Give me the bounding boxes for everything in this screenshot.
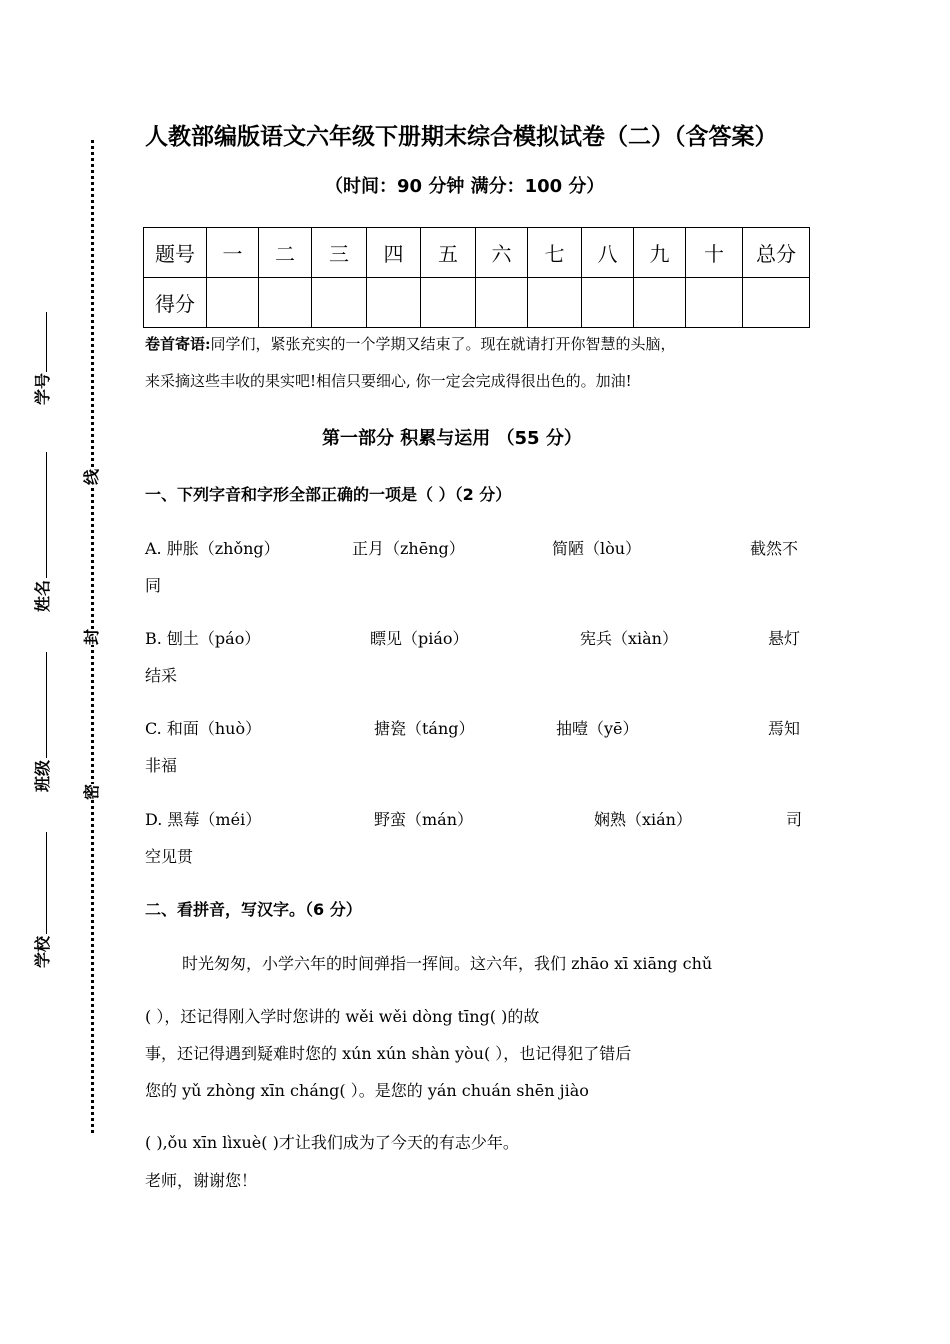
pinyin-line-6: 老师，谢谢您！ (145, 1171, 258, 1190)
score-input-cell[interactable] (367, 278, 421, 328)
score-input-cell[interactable] (686, 278, 743, 328)
option-b-word-2: 瞟见（piáo） (370, 629, 469, 648)
option-c-word-2: 搪瓷（táng） (374, 719, 475, 738)
section-title: 第一部分 积累与运用 （55 分） (322, 428, 582, 449)
score-input-cell[interactable] (582, 278, 634, 328)
seal-char-mi: 密 (82, 783, 102, 801)
option-b[interactable]: B. 刨土（páo） (145, 629, 261, 648)
pinyin-line-1: 时光匆匆，小学六年的时间弹指一挥间。这六年，我们 zhāo xī xiāng chǔ (182, 954, 713, 973)
name-label: 姓名 (33, 579, 52, 612)
option-b-word-4: 悬灯 (768, 629, 801, 648)
table-cell: 五 (421, 228, 476, 278)
pinyin-line-2[interactable]: ( ），还记得刚入学时您讲的 wěi wěi dòng tīng( )的故 (145, 1007, 540, 1026)
seal-char-feng: 封 (82, 628, 102, 646)
message-label: 卷首寄语: (145, 335, 211, 353)
message-line-2: 来采摘这些丰收的果实吧!相信只要细心, 你一定会完成得很出色的。加油! (145, 372, 632, 390)
score-input-cell[interactable] (312, 278, 367, 328)
table-cell: 题号 (144, 228, 207, 278)
table-cell: 七 (528, 228, 582, 278)
name-field[interactable] (46, 452, 48, 578)
pinyin-line-3[interactable]: 事，还记得遇到疑难时您的 xún xún shàn yòu( ），也记得犯了错后 (145, 1044, 632, 1063)
message-line-1 (145, 333, 676, 354)
score-table-header-row (144, 228, 810, 278)
option-d-word-4: 司 (786, 810, 803, 829)
table-cell: 三 (312, 228, 367, 278)
score-input-cell[interactable] (743, 278, 810, 328)
option-a-wrap: 同 (145, 576, 162, 595)
option-c-wrap: 非福 (145, 756, 178, 775)
option-b-word-3: 宪兵（xiàn） (580, 629, 678, 648)
table-cell: 四 (367, 228, 421, 278)
option-d-word-3: 娴熟（xián） (594, 810, 692, 829)
score-input-cell[interactable] (528, 278, 582, 328)
table-cell: 十 (686, 228, 743, 278)
pinyin-line-4[interactable]: 您的 yǔ zhòng xīn cháng( ）。是您的 yán chuán shēn jiào (145, 1081, 589, 1100)
student-id-field[interactable] (46, 312, 48, 372)
score-input-cell[interactable] (207, 278, 259, 328)
option-a-word-4: 截然不 (750, 539, 799, 558)
option-b-wrap: 结采 (145, 666, 178, 685)
option-d-wrap: 空见贯 (145, 847, 194, 866)
table-cell: 九 (634, 228, 686, 278)
exam-title: 人教部编版语文六年级下册期末综合模拟试卷（二）（含答案） (145, 124, 778, 150)
school-field[interactable] (46, 832, 48, 934)
table-cell: 得分 (144, 278, 207, 328)
option-d-word-2: 野蛮（mán） (374, 810, 474, 829)
option-a-word-2: 正月（zhēng） (352, 539, 465, 558)
table-cell: 二 (259, 228, 312, 278)
option-d[interactable]: D. 黑莓（méi） (145, 810, 262, 829)
score-table (143, 227, 810, 328)
table-cell: 八 (582, 228, 634, 278)
school-label: 学校 (33, 935, 52, 968)
option-a-word-3: 简陋（lòu） (552, 539, 642, 558)
option-a[interactable]: A. 肿胀（zhǒng） (145, 539, 280, 558)
pinyin-line-5[interactable]: ( ),ǒu xīn lìxuè( )才让我们成为了今天的有志少年。 (145, 1133, 519, 1152)
table-cell: 一 (207, 228, 259, 278)
score-input-cell[interactable] (634, 278, 686, 328)
question-2-title: 二、看拼音，写汉字。（6 分） (145, 900, 362, 919)
seal-char-xian: 线 (82, 468, 102, 486)
option-c-word-4: 焉知 (768, 719, 801, 738)
option-c-word-3: 抽噎（yē） (556, 719, 639, 738)
message-text-1: 同学们，紧张充实的一个学期又结束了。现在就请打开你智慧的头脑， (210, 335, 676, 353)
score-input-cell[interactable] (476, 278, 528, 328)
score-input-cell[interactable] (259, 278, 312, 328)
score-input-cell[interactable] (421, 278, 476, 328)
student-id-label: 学号 (33, 372, 52, 405)
table-cell: 六 (476, 228, 528, 278)
class-field[interactable] (46, 652, 48, 758)
table-cell: 总分 (743, 228, 810, 278)
option-c[interactable]: C. 和面（huò） (145, 719, 262, 738)
exam-subtitle: （时间：90 分钟 满分：100 分） (325, 176, 605, 197)
score-table-score-row (144, 278, 810, 328)
question-1-title: 一、下列字音和字形全部正确的一项是（ ）（2 分） (145, 485, 512, 504)
class-label: 班级 (33, 759, 52, 792)
